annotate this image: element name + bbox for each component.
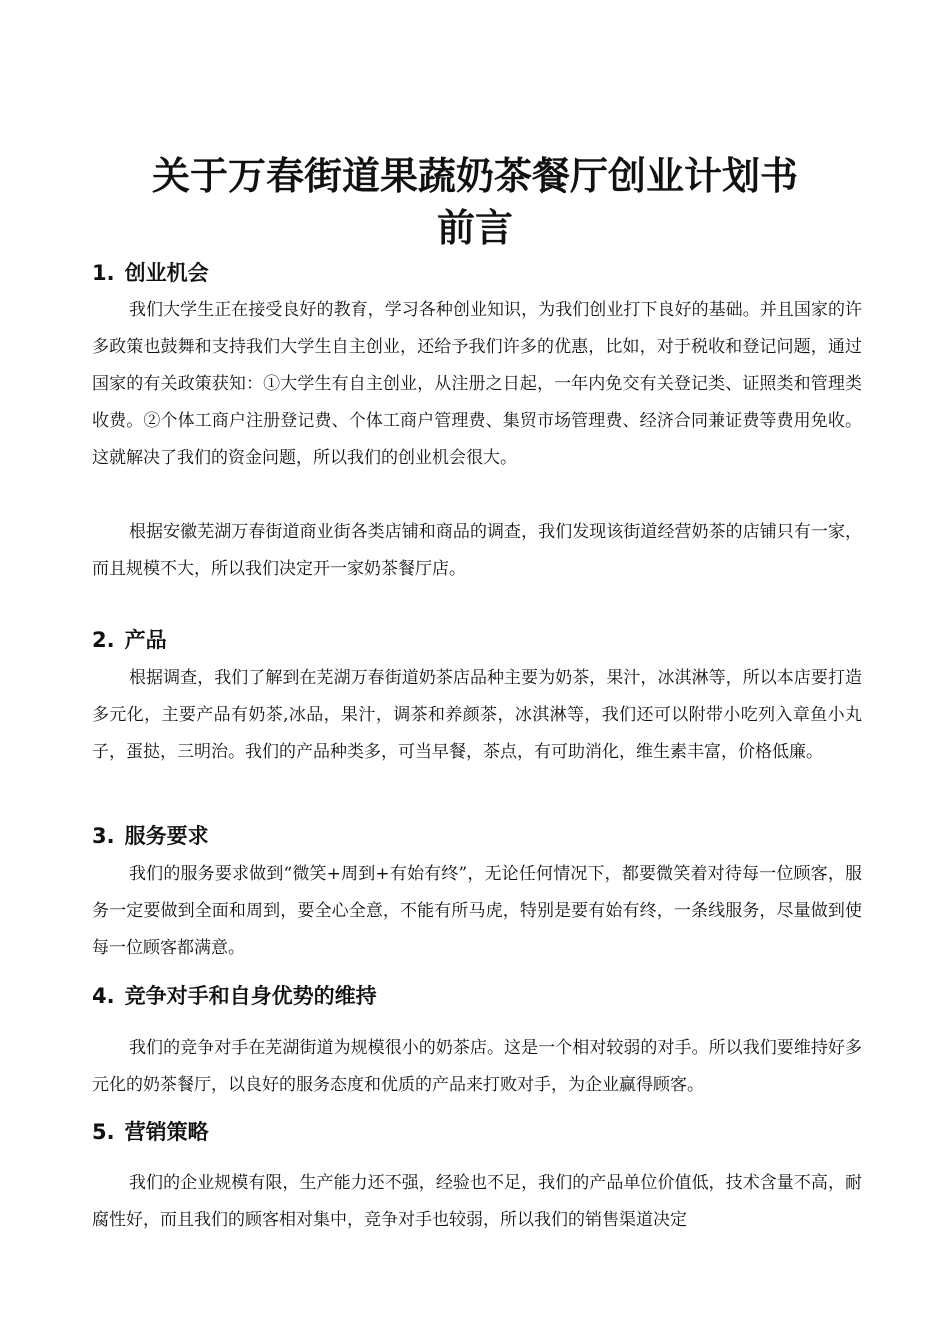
document-title: 关于万春街道果蔬奶茶餐厅创业计划书 [151,154,798,198]
section-heading [92,1118,209,1146]
section-number: 2. [92,628,115,652]
paragraph: 我们的服务要求做到“微笑+周到+有始有终”，无论任何情况下，都要微笑着对待每一位顾客，服务一定要做到全面和周到，要全心全意，不能有所马虎，特别是要有始有终，一条线服务，尽量做到使每一位顾客都满意。 [92,864,862,958]
section-heading [92,982,377,1010]
section-title: 服务要求 [124,824,209,848]
section-number: 5. [92,1120,115,1144]
section-number: 3. [92,824,115,848]
paragraph: 我们大学生正在接受良好的教育，学习各种创业知识，为我们创业打下良好的基础。并且国家的许多政策也鼓舞和支持我们大学生自主创业，还给予我们许多的优惠，比如，对于税收和登记问题，通过国家的有关政策获知：①大学生有自主创业，从注册之日起，一年内免交有关登记类、证照类和管理类收费。②个体工商户注册登记费、个体工商户管理费、集贸市场管理费、经济合同兼证费等费用免收。这就解决了我们的资金问题，所以我们的创业机会很大。 [92,300,862,468]
section-title: 产品 [124,628,167,652]
paragraph: 根据安徽芜湖万春街道商业街各类店铺和商品的调查，我们发现该街道经营奶茶的店铺只有一家，而且规模不大，所以我们决定开一家奶茶餐厅店。 [92,522,862,579]
paragraph: 根据调查，我们了解到在芜湖万春街道奶茶店品种主要为奶茶，果汁，冰淇淋等，所以本店要打造多元化，主要产品有奶茶,冰品，果汁，调茶和养颜茶，冰淇淋等，我们还可以附带小吃列入章鱼小丸子，蛋挞，三明治。我们的产品种类多，可当早餐，茶点，有可助消化，维生素丰富，价格低廉。 [92,668,862,762]
paragraph: 我们的竞争对手在芜湖街道为规模很小的奶茶店。这是一个相对较弱的对手。所以我们要维持好多元化的奶茶餐厅，以良好的服务态度和优质的产品来打败对手，为企业赢得顾客。 [92,1038,862,1095]
section-number: 4. [92,984,115,1008]
document-subtitle: 前言 [436,206,513,250]
section-heading [92,259,209,287]
section-heading [92,822,209,850]
section-number: 1. [92,261,115,285]
section-title: 创业机会 [124,261,209,285]
section-title: 营销策略 [124,1120,209,1144]
section-title: 竞争对手和自身优势的维持 [124,984,377,1008]
section-heading [92,626,167,654]
paragraph: 我们的企业规模有限，生产能力还不强，经验也不足，我们的产品单位价值低，技术含量不高，耐腐性好，而且我们的顾客相对集中，竞争对手也较弱，所以我们的销售渠道决定 [92,1173,862,1230]
